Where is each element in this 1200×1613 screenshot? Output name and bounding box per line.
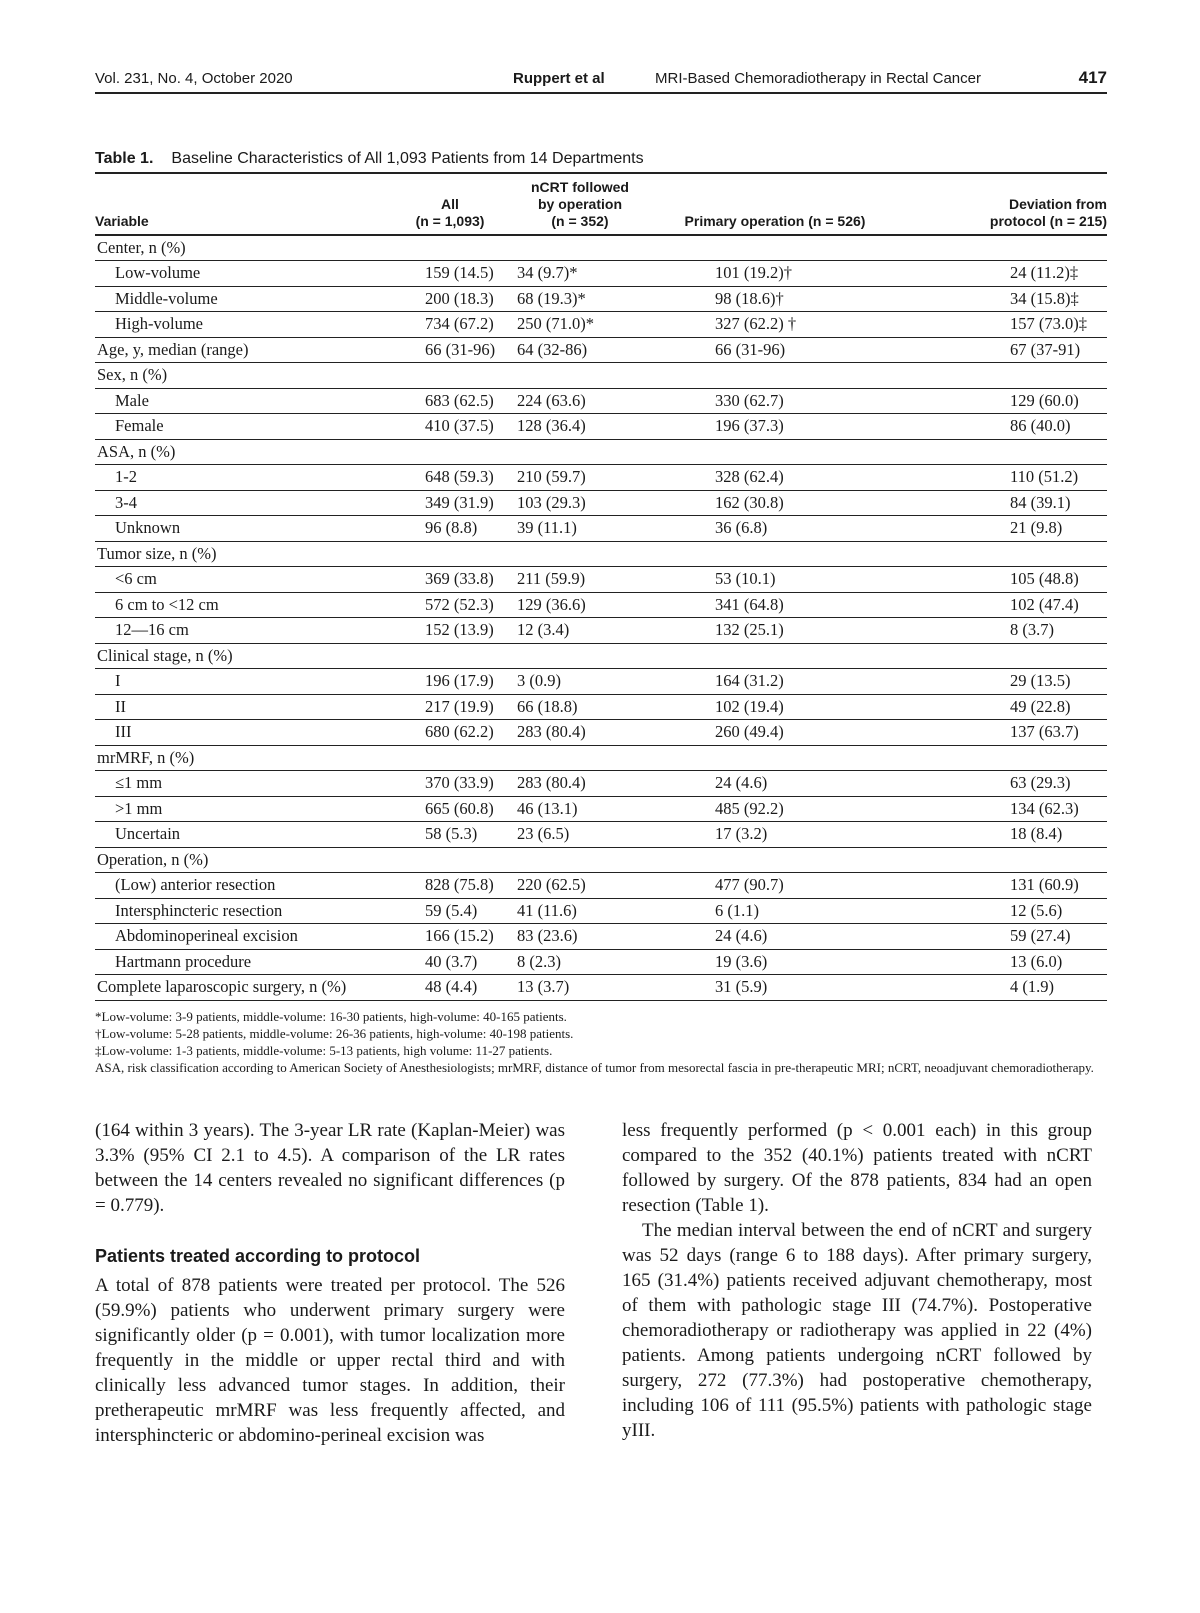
cell-value <box>895 643 1107 669</box>
body-column-left <box>95 1118 565 1448</box>
cell-value: 64 (32-86) <box>517 339 588 359</box>
cell-value: 8 (2.3) <box>517 951 561 971</box>
cell-value <box>505 363 655 389</box>
cell-value: 18 (8.4) <box>1010 824 1063 844</box>
cell-value: 12 (5.6) <box>1010 900 1063 920</box>
row-label: >1 mm <box>115 798 163 818</box>
cell-value: 131 (60.9) <box>1010 875 1079 895</box>
cell-value: 96 (8.8) <box>425 518 478 538</box>
cell-value: 66 (31-96) <box>425 339 496 359</box>
cell-value <box>895 235 1107 261</box>
cell-value <box>395 541 505 567</box>
cell-value <box>655 745 895 771</box>
cell-value: 128 (36.4) <box>517 416 586 436</box>
table-caption <box>95 150 644 168</box>
cell-value: 283 (80.4) <box>517 722 586 742</box>
cell-value: 648 (59.3) <box>425 467 494 487</box>
table-row <box>95 847 1107 873</box>
body-paragraph: (164 within 3 years). The 3-year LR rate (Kaplan-Meier) was 3.3% (95% CI 2.1 to 4.5). A comparison of the LR rates between the 14 centers revealed no significant differences (p = 0.779). <box>95 1120 565 1216</box>
cell-value: 217 (19.9) <box>425 696 494 716</box>
cell-value: 211 (59.9) <box>517 569 586 589</box>
row-label: Abdominoperineal excision <box>115 926 298 946</box>
row-label: Clinical stage, n (%) <box>97 645 233 665</box>
cell-value: 21 (9.8) <box>1010 518 1063 538</box>
cell-value: 210 (59.7) <box>517 467 586 487</box>
cell-value: 159 (14.5) <box>425 263 494 283</box>
row-label: Age, y, median (range) <box>97 339 249 359</box>
cell-value <box>505 643 655 669</box>
table-footnotes <box>95 1008 1107 1076</box>
footnote: †Low-volume: 5-28 patients, middle-volume: 26-36 patients, high-volume: 40-198 patients. <box>95 1026 574 1041</box>
table-title: Baseline Characteristics of All 1,093 Patients from 14 Departments <box>171 150 644 167</box>
cell-value: 34 (9.7)* <box>517 263 578 283</box>
cell-value: 102 (47.4) <box>1010 594 1079 614</box>
cell-value: 134 (62.3) <box>1010 798 1079 818</box>
table-row <box>95 975 1107 1001</box>
cell-value: 330 (62.7) <box>715 390 784 410</box>
cell-value: 224 (63.6) <box>517 390 586 410</box>
cell-value: 6 (1.1) <box>715 900 759 920</box>
table-row <box>95 643 1107 669</box>
table-row <box>95 618 1107 644</box>
cell-value: 164 (31.2) <box>715 671 784 691</box>
cell-value <box>655 541 895 567</box>
row-label: mrMRF, n (%) <box>97 747 195 767</box>
cell-value: 162 (30.8) <box>715 492 784 512</box>
table-row <box>95 363 1107 389</box>
row-label: II <box>115 696 126 716</box>
table-row <box>95 898 1107 924</box>
cell-value: 200 (18.3) <box>425 288 494 308</box>
cell-value: 220 (62.5) <box>517 875 586 895</box>
cell-value: 13 (3.7) <box>517 977 570 997</box>
row-label: Male <box>115 390 149 410</box>
cell-value: 157 (73.0)‡ <box>1010 314 1087 334</box>
cell-value <box>655 643 895 669</box>
cell-value <box>895 363 1107 389</box>
cell-value: 53 (10.1) <box>715 569 776 589</box>
cell-value: 49 (22.8) <box>1010 696 1071 716</box>
row-label: Center, n (%) <box>97 238 186 257</box>
cell-value <box>505 439 655 465</box>
cell-value: 828 (75.8) <box>425 875 494 895</box>
body-column-right <box>622 1118 1092 1443</box>
cell-value: 250 (71.0)* <box>517 314 594 334</box>
table-row <box>95 439 1107 465</box>
cell-value: 24 (4.6) <box>715 773 768 793</box>
journal-citation: Vol. 231, No. 4, October 2020 <box>95 70 293 87</box>
cell-value: 36 (6.8) <box>715 518 768 538</box>
table-row <box>95 414 1107 440</box>
row-label: Complete laparoscopic surgery, n (%) <box>97 977 347 997</box>
row-label: Female <box>115 416 164 436</box>
table-body <box>95 235 1107 1000</box>
cell-value: 327 (62.2) † <box>715 314 797 334</box>
cell-value: 34 (15.8)‡ <box>1010 288 1079 308</box>
cell-value: 59 (27.4) <box>1010 926 1071 946</box>
table-row <box>95 949 1107 975</box>
cell-value <box>655 847 895 873</box>
cell-value: 683 (62.5) <box>425 390 494 410</box>
cell-value: 67 (37-91) <box>1010 339 1081 359</box>
table-row <box>95 235 1107 261</box>
cell-value: 63 (29.3) <box>1010 773 1071 793</box>
row-label: Middle-volume <box>115 288 218 308</box>
table-row <box>95 286 1107 312</box>
cell-value: 40 (3.7) <box>425 951 478 971</box>
row-label: (Low) anterior resection <box>115 875 276 895</box>
table-row <box>95 312 1107 338</box>
cell-value: 105 (48.8) <box>1010 569 1079 589</box>
cell-value: 110 (51.2) <box>1010 467 1079 487</box>
cell-value: 24 (11.2)‡ <box>1010 263 1079 283</box>
cell-value <box>505 541 655 567</box>
cell-value: 23 (6.5) <box>517 824 570 844</box>
header-primary-operation: Primary operation (n = 526) <box>684 213 866 229</box>
cell-value: 29 (13.5) <box>1010 671 1071 691</box>
table-row <box>95 669 1107 695</box>
row-label: High-volume <box>115 314 203 334</box>
cell-value: 4 (1.9) <box>1010 977 1054 997</box>
footnote: ‡Low-volume: 1-3 patients, middle-volume: 5-13 patients, high volume: 11-27 patients. <box>95 1043 553 1058</box>
cell-value: 166 (15.2) <box>425 926 494 946</box>
cell-value: 17 (3.2) <box>715 824 768 844</box>
row-label: 6 cm to <12 cm <box>115 594 219 614</box>
cell-value: 12 (3.4) <box>517 620 570 640</box>
cell-value: 19 (3.6) <box>715 951 768 971</box>
cell-value: 477 (90.7) <box>715 875 784 895</box>
cell-value: 137 (63.7) <box>1010 722 1079 742</box>
cell-value: 66 (31-96) <box>715 339 786 359</box>
table-row <box>95 337 1107 363</box>
page-number: 417 <box>1078 68 1107 87</box>
cell-value <box>395 439 505 465</box>
cell-value: 129 (60.0) <box>1010 390 1079 410</box>
cell-value: 260 (49.4) <box>715 722 784 742</box>
table-row <box>95 465 1107 491</box>
table-row <box>95 592 1107 618</box>
cell-value: 129 (36.6) <box>517 594 586 614</box>
cell-value: 665 (60.8) <box>425 798 494 818</box>
cell-value: 196 (17.9) <box>425 671 494 691</box>
cell-value: 86 (40.0) <box>1010 416 1071 436</box>
row-label: Intersphincteric resection <box>115 900 283 920</box>
cell-value <box>395 643 505 669</box>
table-row <box>95 567 1107 593</box>
table-label: Table 1. <box>95 150 154 167</box>
table-header-row <box>95 173 1107 235</box>
table-row <box>95 388 1107 414</box>
baseline-table <box>95 172 1107 1001</box>
cell-value <box>505 235 655 261</box>
row-label: I <box>115 671 121 691</box>
body-paragraph: The median interval between the end of nCRT and surgery was 52 days (range 6 to 188 days). After primary surgery, 165 (31.4%) patients received adjuvant chemotherapy, most of them with pathologic stage III (74.7%). Postoperative chemoradiotherapy or radiotherapy was applied in 22 (4%) patients. Among patients undergoing nCRT followed by surgery, 272 (77.3%) had postoperative chemotherapy, including 106 of 111 (95.5%) patients with pathologic stage yIII. <box>622 1220 1092 1441</box>
cell-value: 3 (0.9) <box>517 671 561 691</box>
cell-value: 68 (19.3)* <box>517 288 586 308</box>
table-row <box>95 873 1107 899</box>
cell-value: 13 (6.0) <box>1010 951 1063 971</box>
cell-value: 341 (64.8) <box>715 594 784 614</box>
cell-value: 734 (67.2) <box>425 314 494 334</box>
row-label: Tumor size, n (%) <box>97 543 217 563</box>
header-all: All (n = 1,093) <box>415 196 485 229</box>
cell-value: 152 (13.9) <box>425 620 494 640</box>
row-label: ≤1 mm <box>115 773 163 793</box>
row-label: Sex, n (%) <box>97 365 168 385</box>
cell-value <box>895 541 1107 567</box>
cell-value: 83 (23.6) <box>517 926 578 946</box>
table-row <box>95 490 1107 516</box>
table-row <box>95 261 1107 287</box>
header-ncrt: nCRT followed by operation (n = 352) <box>531 179 629 229</box>
footnote: ASA, risk classification according to American Society of Anesthesiologists; mrMRF, distance of tumor from mesorectal fascia in pre-therapeutic MRI; nCRT, neoadjuvant chemoradiotherapy. <box>95 1060 1094 1075</box>
cell-value <box>505 847 655 873</box>
cell-value: 410 (37.5) <box>425 416 494 436</box>
cell-value <box>895 439 1107 465</box>
row-label: Uncertain <box>115 824 181 844</box>
cell-value: 59 (5.4) <box>425 900 478 920</box>
cell-value <box>395 235 505 261</box>
table-row <box>95 796 1107 822</box>
table-row <box>95 720 1107 746</box>
header-deviation: Deviation from protocol (n = 215) <box>989 196 1107 229</box>
table-row <box>95 694 1107 720</box>
cell-value <box>395 847 505 873</box>
cell-value <box>655 363 895 389</box>
cell-value: 84 (39.1) <box>1010 492 1071 512</box>
cell-value: 370 (33.9) <box>425 773 494 793</box>
table-row <box>95 924 1107 950</box>
cell-value: 283 (80.4) <box>517 773 586 793</box>
cell-value: 485 (92.2) <box>715 798 784 818</box>
table-row <box>95 771 1107 797</box>
row-label: Low-volume <box>115 263 201 283</box>
cell-value <box>895 745 1107 771</box>
header-variable: Variable <box>95 213 149 229</box>
table-row <box>95 541 1107 567</box>
cell-value <box>655 439 895 465</box>
cell-value: 58 (5.3) <box>425 824 478 844</box>
cell-value: 48 (4.4) <box>425 977 478 997</box>
cell-value <box>655 235 895 261</box>
cell-value: 41 (11.6) <box>517 900 577 920</box>
cell-value: 349 (31.9) <box>425 492 494 512</box>
running-authors: Ruppert et al <box>513 70 605 87</box>
cell-value: 103 (29.3) <box>517 492 586 512</box>
running-head <box>95 68 1107 94</box>
cell-value <box>505 745 655 771</box>
row-label: Operation, n (%) <box>97 849 209 869</box>
table-row <box>95 516 1107 542</box>
row-label: III <box>115 722 132 742</box>
cell-value: 328 (62.4) <box>715 467 784 487</box>
cell-value: 98 (18.6)† <box>715 288 784 308</box>
cell-value: 102 (19.4) <box>715 696 784 716</box>
cell-value: 369 (33.8) <box>425 569 494 589</box>
cell-value <box>895 847 1107 873</box>
cell-value: 572 (52.3) <box>425 594 494 614</box>
table-row <box>95 745 1107 771</box>
body-paragraph: A total of 878 patients were treated per protocol. The 526 (59.9%) patients who underwent primary surgery were significantly older (p = 0.001), with tumor localization more frequently in the middle or upper rectal third and with clinically less advanced tumor stages. In addition, their pretherapeutic mrMRF was less frequently affected, and intersphincteric or abdomino-perineal excision was <box>95 1275 565 1446</box>
cell-value <box>395 363 505 389</box>
cell-value: 46 (13.1) <box>517 798 578 818</box>
running-title: MRI-Based Chemoradiotherapy in Rectal Cancer <box>655 70 981 87</box>
row-label: Unknown <box>115 518 181 538</box>
row-label: 3-4 <box>115 492 137 512</box>
row-label: <6 cm <box>115 569 157 589</box>
cell-value: 132 (25.1) <box>715 620 784 640</box>
cell-value: 24 (4.6) <box>715 926 768 946</box>
cell-value <box>395 745 505 771</box>
cell-value: 66 (18.8) <box>517 696 578 716</box>
section-heading: Patients treated according to protocol <box>95 1246 421 1266</box>
footnote: *Low-volume: 3-9 patients, middle-volume: 16-30 patients, high-volume: 40-165 patients. <box>95 1009 567 1024</box>
row-label: Hartmann procedure <box>115 951 252 971</box>
row-label: ASA, n (%) <box>97 441 176 461</box>
cell-value: 8 (3.7) <box>1010 620 1054 640</box>
row-label: 1-2 <box>115 467 137 487</box>
cell-value: 680 (62.2) <box>425 722 494 742</box>
cell-value: 196 (37.3) <box>715 416 784 436</box>
body-paragraph: less frequently performed (p < 0.001 each) in this group compared to the 352 (40.1%) patients treated with nCRT followed by surgery. Of the 878 patients, 834 had an open resection (Table 1). <box>622 1120 1092 1216</box>
table-row <box>95 822 1107 848</box>
cell-value: 31 (5.9) <box>715 977 768 997</box>
cell-value: 101 (19.2)† <box>715 263 792 283</box>
row-label: 12—16 cm <box>115 620 189 640</box>
cell-value: 39 (11.1) <box>517 518 577 538</box>
